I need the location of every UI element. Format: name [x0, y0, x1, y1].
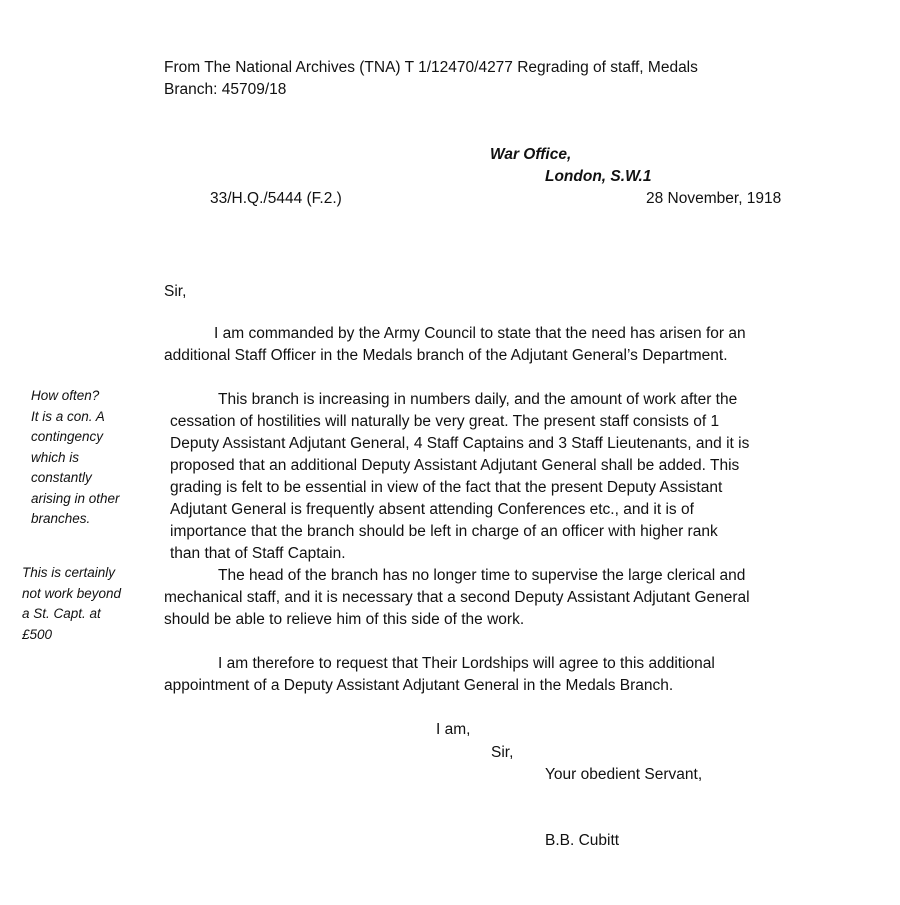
paragraph-2 — [170, 389, 749, 565]
paragraph-3-line: should be able to relieve him of this side of the work. — [164, 611, 525, 628]
closing-i-am: I am, — [436, 721, 471, 738]
paragraph-2-line: grading is felt to be essential in view of the fact that the present Deputy Assistant — [170, 479, 723, 496]
margin-note-line: arising in other — [31, 490, 120, 506]
paragraph-1 — [164, 323, 746, 367]
paragraph-1-line: additional Staff Officer in the Medals branch of the Adjutant General’s Department. — [164, 347, 728, 364]
margin-note-line: which is — [31, 449, 80, 465]
paragraph-2-line: Adjutant General is frequently absent attending Conferences etc., and it is of — [170, 501, 694, 518]
margin-note-line: a St. Capt. at — [22, 606, 101, 621]
paragraph-2-line: than that of Staff Captain. — [170, 545, 346, 562]
salutation: Sir, — [164, 283, 187, 300]
header-line-1: From The National Archives (TNA) T 1/12470/4277 Regrading of staff, Medals — [164, 59, 698, 76]
margin-note-2 — [22, 563, 121, 645]
paragraph-4-line: appointment of a Deputy Assistant Adjutant General in the Medals Branch. — [164, 677, 674, 694]
paragraph-3-line: The head of the branch has no longer time to supervise the large clerical and — [218, 567, 746, 584]
paragraph-3 — [164, 565, 750, 631]
paragraph-2-line: proposed that an additional Deputy Assistant Adjutant General shall be added. This — [170, 457, 740, 474]
margin-note-1 — [31, 386, 120, 530]
paragraph-4 — [164, 653, 715, 697]
paragraph-2-line: This branch is increasing in numbers daily, and the amount of work after the — [218, 391, 738, 408]
margin-note-line: It is a con. A — [31, 408, 105, 424]
margin-note-line: This is certainly — [22, 565, 116, 580]
header-line-2: Branch: 45709/18 — [164, 81, 287, 98]
signature: B.B. Cubitt — [545, 832, 620, 849]
letter-reference: 33/H.Q./5444 (F.2.) — [210, 190, 342, 207]
paragraph-2-line: Deputy Assistant Adjutant General, 4 Staff Captains and 3 Staff Lieutenants, and it is — [170, 435, 750, 452]
paragraph-4-line: I am therefore to request that Their Lordships will agree to this additional — [218, 655, 715, 672]
closing-servant: Your obedient Servant, — [545, 766, 703, 783]
address-office: War Office, — [490, 146, 572, 163]
margin-note-line: branches. — [31, 511, 91, 526]
paragraph-3-line: mechanical staff, and it is necessary that a second Deputy Assistant Adjutant General — [164, 589, 750, 606]
margin-note-line: contingency — [31, 429, 104, 444]
closing-sir: Sir, — [491, 744, 514, 761]
margin-note-line: How often? — [31, 388, 100, 403]
paragraph-2-line: importance that the branch should be left in charge of an officer with higher rank — [170, 523, 718, 540]
margin-note-line: not work beyond — [22, 585, 122, 601]
margin-note-line: constantly — [31, 470, 92, 485]
letter-date: 28 November, 1918 — [646, 190, 782, 207]
paragraph-2-line: cessation of hostilities will naturally be very great. The present staff consists of 1 — [170, 413, 720, 430]
paragraph-1-line: I am commanded by the Army Council to state that the need has arisen for an — [214, 325, 746, 342]
margin-note-line: £500 — [22, 626, 53, 642]
address-city: London, S.W.1 — [545, 168, 652, 185]
archive-reference-header — [164, 57, 698, 101]
